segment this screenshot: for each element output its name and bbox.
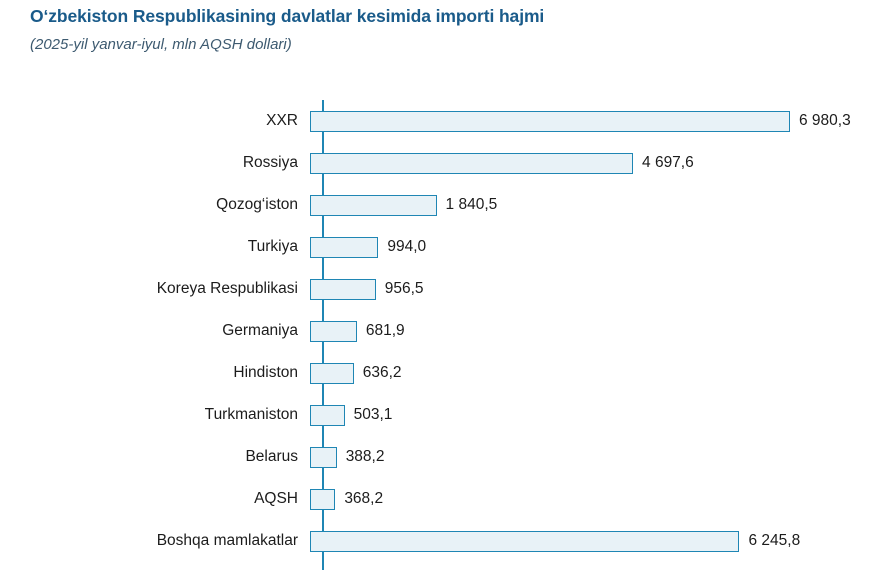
bar-value-label: 636,2 [362, 364, 402, 381]
bar-row [0, 268, 885, 310]
bar-category-label: Germaniya [222, 322, 298, 339]
bar-category-label: Belarus [245, 448, 298, 465]
bar-track [310, 100, 885, 142]
bar-row [0, 100, 885, 142]
bar-value-label: 4 697,6 [642, 154, 694, 171]
bar [310, 489, 335, 510]
bar-track [310, 310, 885, 352]
bar-row [0, 184, 885, 226]
bar-row [0, 352, 885, 394]
bar-track [310, 436, 885, 478]
bar-track [310, 478, 885, 520]
page-title: O‘zbekiston Respublikasining davlatlar kesimida importi hajmi [30, 6, 545, 26]
bar-value-label: 1 840,5 [445, 196, 498, 213]
bar-track [310, 394, 885, 436]
bar-category-label: Hindiston [233, 364, 298, 381]
bar-value-label: 994,0 [387, 238, 427, 255]
bar [310, 405, 345, 426]
bar-value-label: 503,1 [353, 406, 393, 423]
bar-category-label: Qozog‘iston [216, 196, 298, 213]
bar-category-label: XXR [266, 112, 298, 129]
bar-row [0, 394, 885, 436]
bar [310, 237, 378, 258]
bar-track [310, 352, 885, 394]
bar-value-label: 6 245,8 [748, 532, 801, 549]
bar [310, 531, 739, 552]
bar-row [0, 310, 885, 352]
bar-category-label: Turkiya [247, 238, 298, 255]
bar [310, 153, 633, 174]
bar-value-label: 368,2 [344, 490, 384, 507]
bar [310, 447, 337, 468]
bar-category-label: AQSH [254, 490, 298, 507]
bar-row [0, 436, 885, 478]
bar-category-label: Koreya Respublikasi [156, 280, 298, 297]
bar [310, 363, 354, 384]
bar-value-label: 388,2 [345, 448, 385, 465]
bar-category-label: Turkmaniston [204, 406, 298, 423]
bar [310, 321, 357, 342]
bar [310, 279, 376, 300]
bar-category-label: Rossiya [242, 154, 298, 171]
bar-row [0, 142, 885, 184]
bar-row [0, 478, 885, 520]
bar-track [310, 268, 885, 310]
bar-value-label: 681,9 [365, 322, 405, 339]
bar-track [310, 184, 885, 226]
bar-value-label: 956,5 [384, 280, 424, 297]
bar [310, 111, 790, 132]
bar-value-label: 6 980,3 [799, 112, 851, 129]
bar-category-label: Boshqa mamlakatlar [156, 532, 298, 549]
bar-row [0, 520, 885, 562]
bar-track [310, 226, 885, 268]
bar-track [310, 142, 885, 184]
bar [310, 195, 437, 216]
chart-subtitle: (2025-yil yanvar-iyul, mln AQSH dollari) [30, 36, 292, 53]
bar-track [310, 520, 885, 562]
chart-plot-area [0, 100, 885, 570]
bar-rows [0, 100, 885, 562]
bar-row [0, 226, 885, 268]
